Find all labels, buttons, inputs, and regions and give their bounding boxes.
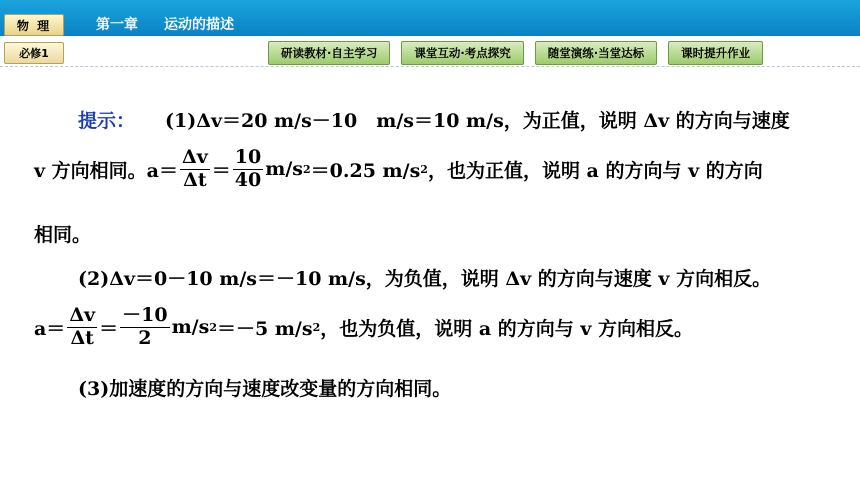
frac-num: Δv: [181, 146, 208, 168]
frac-num: Δv: [69, 304, 96, 326]
square-sup: 2: [420, 162, 428, 176]
p2-eq2: ＝: [99, 317, 119, 340]
chapter-heading: [96, 14, 234, 34]
chapter-title: 运动的描述: [164, 17, 234, 33]
frac-num: 10: [234, 146, 262, 168]
p1-eq2: ＝: [211, 159, 231, 182]
answer-line-2: [34, 148, 763, 191]
p2-line2-d: ，也为负值，说明 a 的方向与 v 方向相反。: [320, 317, 694, 340]
nav-practice-button[interactable]: 随堂演练·当堂达标: [535, 41, 657, 65]
answer-line-4: [78, 264, 771, 291]
p2-line2-c: ＝－5 m/s: [216, 317, 313, 340]
p3: (3)加速度的方向与速度改变量的方向相同。: [78, 378, 452, 400]
nav-explore-button[interactable]: 课堂互动·考点探究: [401, 41, 523, 65]
section-nav: [268, 41, 763, 65]
frac-den: 40: [234, 168, 262, 191]
chapter-number: 第一章: [96, 17, 138, 33]
answer-line-3: [34, 220, 91, 247]
hint-label: 提示：: [78, 110, 136, 132]
nav-study-button[interactable]: 研读教材·自主学习: [268, 41, 390, 65]
p1-line2-c: ＝0.25 m/s: [310, 159, 421, 182]
answer-line-6: [78, 374, 451, 401]
p1-line2-a: v 方向相同。: [34, 159, 147, 182]
frac-den: 2: [138, 326, 152, 349]
square-sup: 2: [209, 320, 217, 334]
fraction-10-40: [233, 148, 263, 191]
fraction-dv-dt: [67, 306, 97, 349]
answer-line-1: [78, 106, 790, 133]
square-sup: 2: [302, 162, 311, 176]
p1-a-eq: a＝: [146, 159, 178, 182]
book-label: 必修1: [4, 42, 64, 64]
p2-a-eq: a＝: [34, 317, 66, 340]
p2-line2-b: m/s: [171, 316, 210, 339]
p1-line2-d: ，也为正值，说明 a 的方向与 v 的方向: [427, 159, 763, 182]
nav-homework-button[interactable]: 课时提升作业: [668, 41, 763, 65]
square-sup: 2: [312, 320, 321, 334]
p1-line2-b: m/s: [265, 158, 303, 181]
answer-line-5: [34, 306, 693, 349]
divider: [0, 66, 860, 67]
frac-num: －10: [122, 304, 168, 326]
frac-den: Δt: [183, 168, 207, 191]
p1-line1: (1)Δv＝20 m/s－10 m/s＝10 m/s，为正值，说明 Δv 的方向与速度: [165, 110, 790, 132]
fraction-dv-dt: [180, 148, 210, 191]
subject-label: 物 理: [4, 14, 64, 36]
fraction-neg10-2: [120, 306, 169, 349]
frac-den: Δt: [70, 326, 94, 349]
p2-line1: (2)Δv＝0－10 m/s＝－10 m/s，为负值，说明 Δv 的方向与速度 v 方向相反。: [78, 268, 772, 290]
p1-line3: 相同。: [34, 224, 92, 246]
